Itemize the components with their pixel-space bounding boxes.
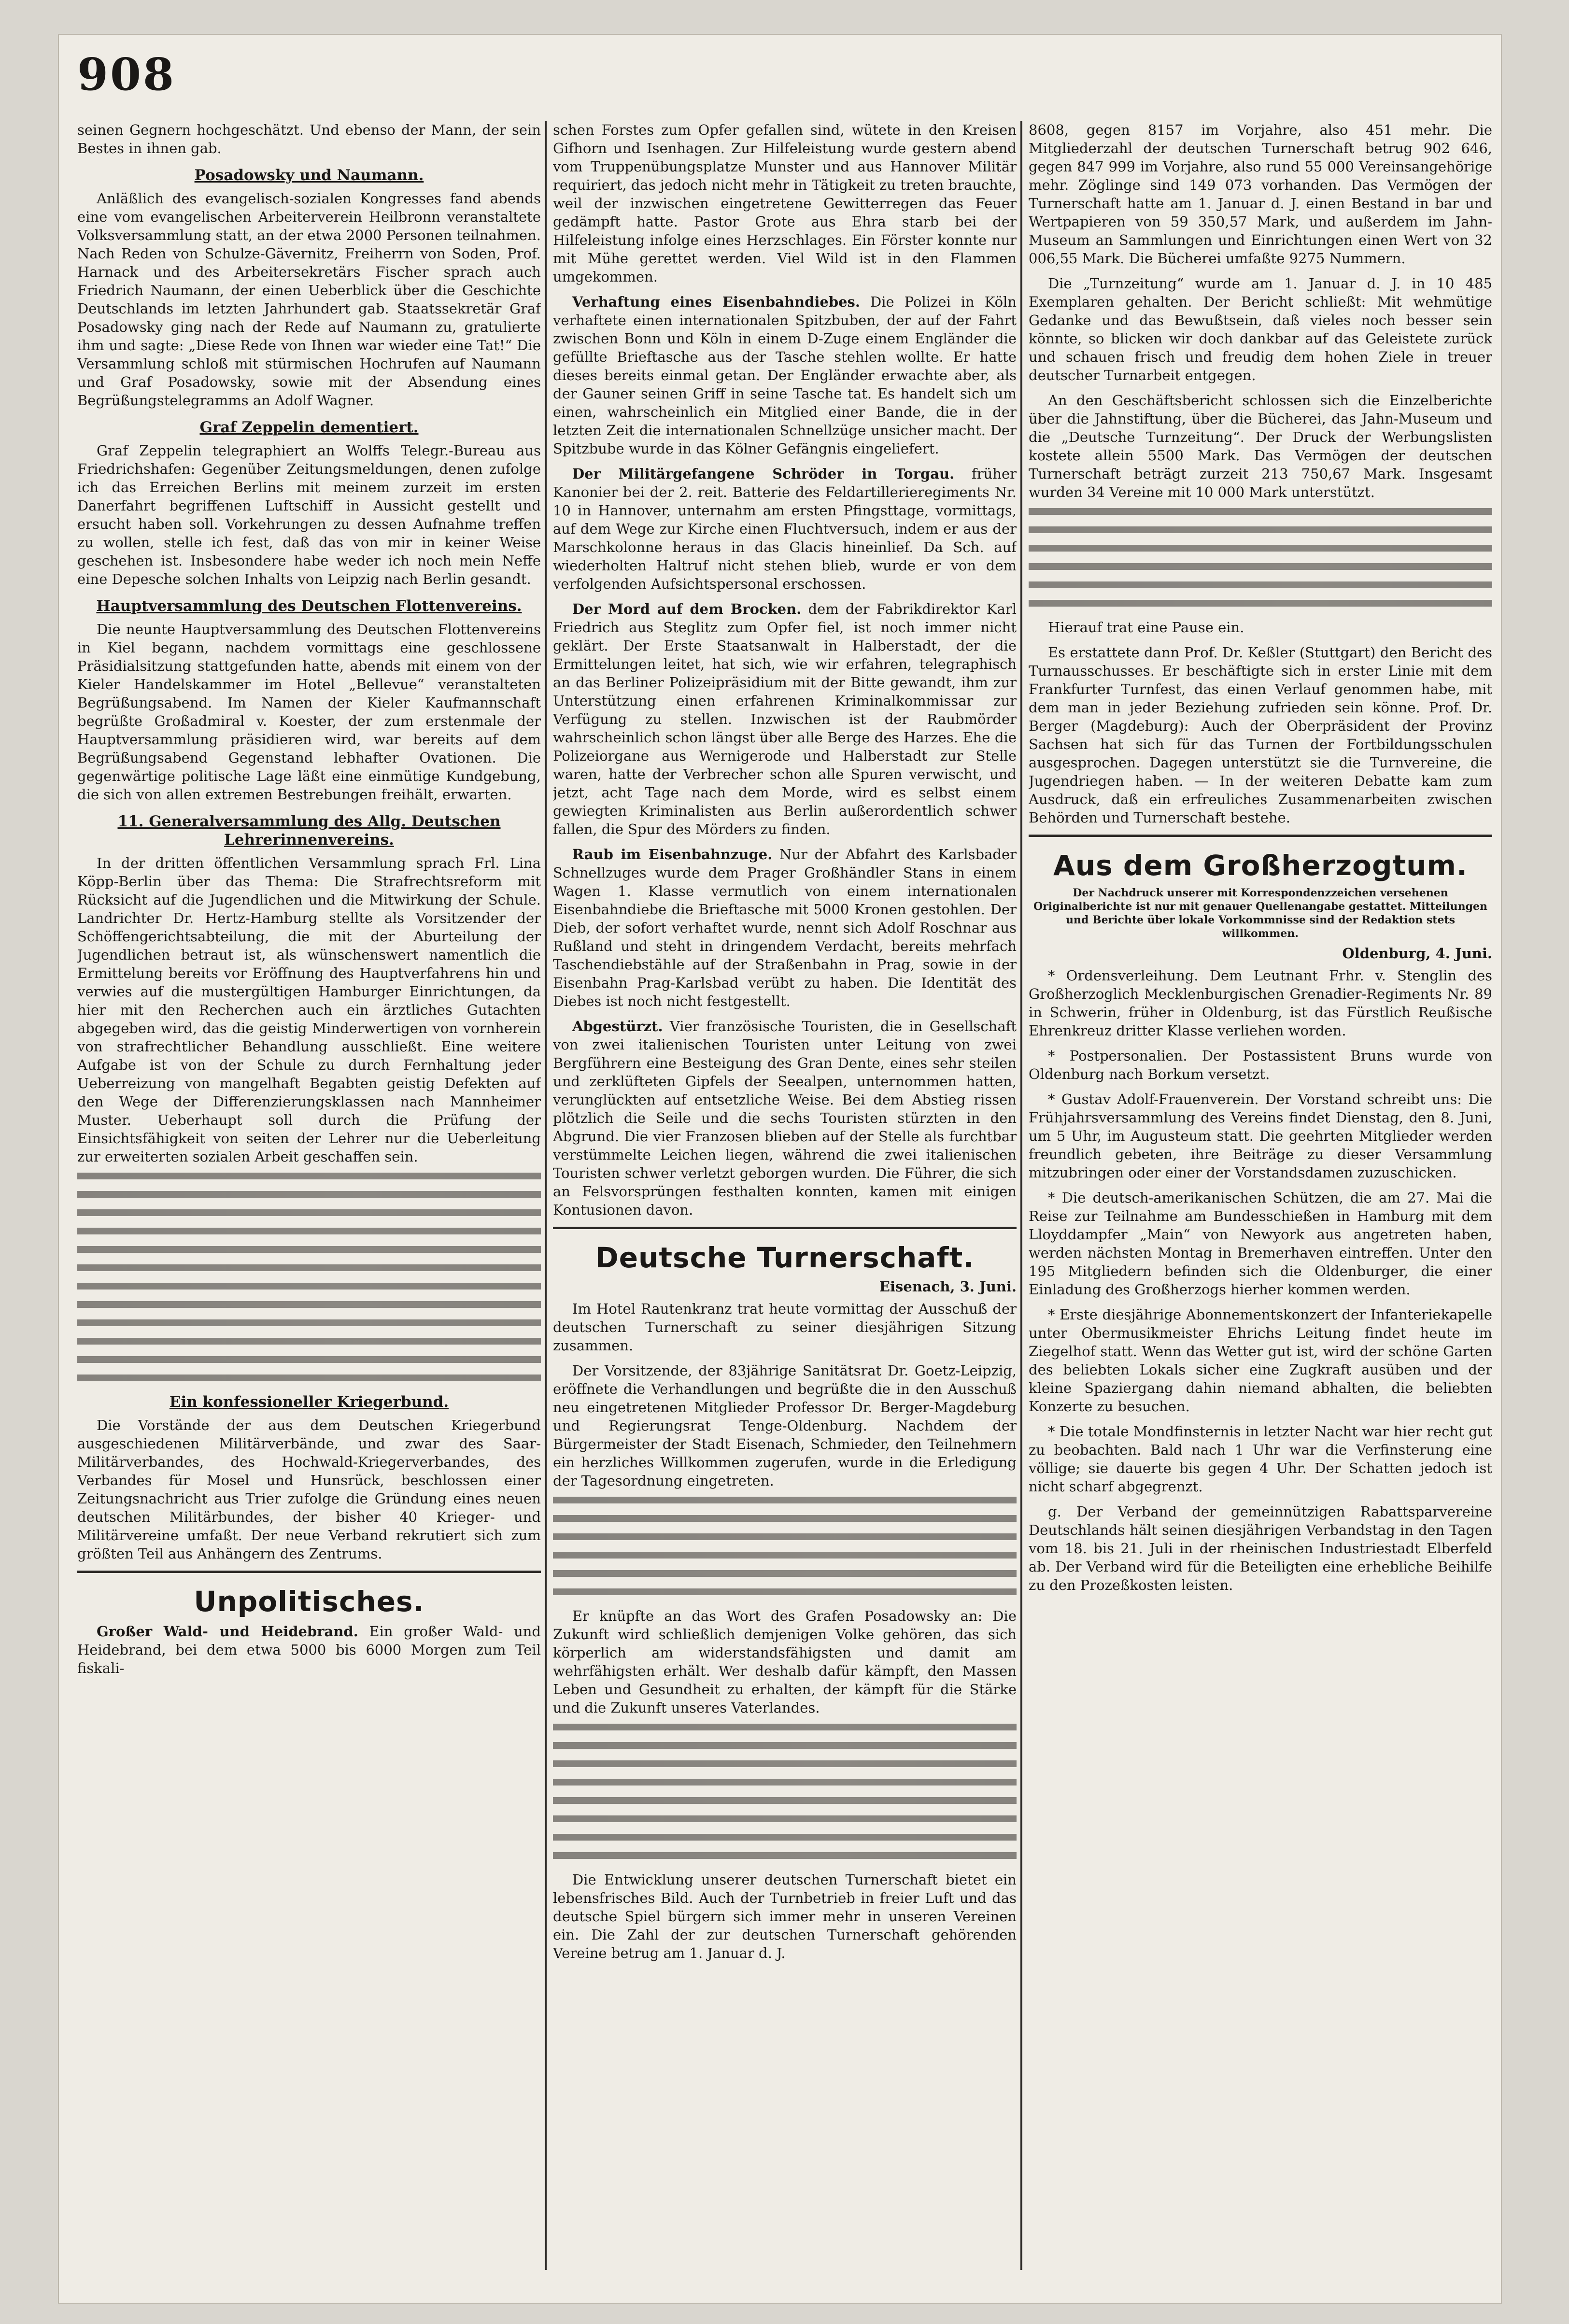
- news-item: * Ordensverleihung. Dem Leutnant Frhr. v. Stenglin des Großherzoglich Mecklenburgischen Grenadier-Regiments Nr. 89 in Schwerin, früher in Oldenburg, ist das Fürstlich Reußische Ehrenkreuz dritter Klasse verliehen worden.: [1029, 967, 1492, 1039]
- article-text: [553, 845, 1017, 1010]
- article-text: Der Vorsitzende, der 83jährige Sanitätsrat Dr. Goetz-Leipzig, eröffnete die Verhandlungen und begrüßte die in den Ausschuß neu eingetretenen Mitglieder Professor Dr. Berger-Magdeburg und Regierungsrat Tenge-Oldenburg. Nachdem der Bürgermeister der Stadt Eisenach, Schmieder, den Teilnehmern ein herzliches Willkommen zugerufen, wurde in die Erledigung der Tagesordnung eingetreten.: [553, 1362, 1017, 1489]
- article-text-inline: dem der Fabrikdirektor Karl Friedrich aus Steglitz zum Opfer fiel, ist noch immer nicht geklärt. Der Erste Staatsanwalt in Halberstadt, der die Ermittelungen leitet, hat sich, wie wir erfahren, telegraphisch an das Berliner Polizeipräsidium mit der Bitte gewandt, ihm zur Unterstützung einen erfahrenen Kriminalkommissar zur Verfügung zu stellen. Inzwischen ist der Raubmörder wahrscheinlich schon längst über alle Berge des Harzes. Ehe die Polizeiorgane aus Wernigerode und Halberstadt zur Stelle waren, hatte der Verbrecher schon alle Spuren verwischt, und jetzt, acht Tage nach dem Morde, wird es selbst einem gewiegten Kriminalisten aus Berlin außerordentlich schwer fallen, die Spur des Mörders zu finden.: [553, 601, 1017, 837]
- article-text: Es erstattete dann Prof. Dr. Keßler (Stuttgart) den Bericht des Turnausschusses. Er beschäftigte sich in erster Linie mit dem Frankfurter Turnfest, das einen Verlauf genommen habe, mit dem man in jeder Beziehung zufrieden sein könne. Prof. Dr. Berger (Magdeburg): Auch der Oberpräsident der Provinz Sachsen hat sich für das Turnen der Fortbildungsschulen ausgesprochen. Dagegen unterstützt sie die Turnvereine, die Jugendriegen haben. — In der weiteren Debatte kam zum Ausdruck, daß ein erfreuliches Zusammenarbeiten zwischen Behörden und Turnerschaft bestehe.: [1029, 644, 1492, 826]
- article-text: Hierauf trat eine Pause ein.: [1048, 619, 1244, 636]
- text-block: [553, 1724, 1017, 1859]
- news-item: g. Der Verband der gemeinnützigen Rabattsparvereine Deutschlands hält seinen diesjährigen Verbandstag in den Tagen vom 18. bis 21. Juli in der rheinischen Industriestadt Elberfeld ab. Der Verband wird für die Beteiligten eine erhebliche Beihilfe zu den Prozeßkosten leisten.: [1029, 1503, 1492, 1593]
- article-title-inline: Der Militärgefangene Schröder in Torgau.: [572, 466, 955, 482]
- article-title-inline: Großer Wald- und Heidebrand.: [97, 1623, 358, 1640]
- article-text-inline: Vier französische Touristen, die in Gesellschaft von zwei italienischen Touristen unter Leitung von zwei Bergführern eine Besteigung des Gran Dente, eines sehr steilen und zerklüfteten Gipfels der Seealpen, unternommen hatten, verunglückten auf entsetzliche Weise. Bei dem Abstieg rissen plötzlich die Seile und die sechs Touristen stürzten in den Abgrund. Die vier Franzosen blieben auf der Stelle als furchtbar verstümmelte Leichen liegen, während die zwei italienischen Touristen schwer verletzt geborgen wurden. Die Führer, die sich an Felsvorsprüngen festhalten konnten, kamen mit einigen Kontusionen davon.: [553, 1018, 1017, 1218]
- article-text: [553, 600, 1017, 838]
- article-text: Anläßlich des evangelisch-sozialen Kongresses fand abends eine vom evangelischen Arbeiterverein Heilbronn veranstaltete Volksversammlung statt, an der etwa 2000 Personen teilnahmen. Nach Reden von Schulze-Gävernitz, Freiherrn von Soden, Prof. Harnack und des Arbeitersekretärs Fischer sprach auch Friedrich Naumann, der einen Ueberblick über die Geschichte Deutschlands im letzten Jahrhundert gab. Staatssekretär Graf Posadowsky ging nach der Rede auf Naumann zu, gratulierte ihm und sagte: „Diese Rede von Ihnen war wieder eine Tat!“ Die Versammlung schloß mit stürmischen Hochrufen auf Naumann und Graf Posadowsky, sowie mit der Absendung eines Begrüßungstelegramms an Adolf Wagner.: [77, 190, 541, 409]
- article-text: Die Entwicklung unserer deutschen Turnerschaft bietet ein lebensfrisches Bild. Auch der Turnbetrieb in freier Luft und das deutsche Spiel bürgern sich immer mehr in unseren Vereinen ein. Die Zahl der zur deutschen Turnerschaft gehörenden Vereine betrug am 1. Januar d. J.: [553, 1871, 1017, 1961]
- text-block: [77, 1173, 541, 1381]
- section-heading: Aus dem Großherzogtum.: [1053, 849, 1468, 882]
- article-title-inline: Raub im Eisenbahnzuge.: [572, 846, 773, 863]
- article-text: [553, 465, 1017, 593]
- article-text: [553, 1017, 1017, 1219]
- section-heading: Unpolitisches.: [194, 1585, 424, 1618]
- text-block: [553, 1497, 1017, 1595]
- article-title-inline: Abgestürzt.: [572, 1018, 663, 1034]
- dateline: Eisenach, 3. Juni.: [879, 1278, 1017, 1295]
- section-rule: [77, 1571, 541, 1573]
- dateline: Oldenburg, 4. Juni.: [1342, 945, 1492, 962]
- news-item: * Erste diesjährige Abonnementskonzert der Infanteriekapelle unter Obermusikmeister Ehrichs Leitung findet heute im Ziegelhof statt. Wenn das Wetter gut ist, wird der schöne Garten des beliebten Lokals sicher eine Zugkraft ausüben und der kleine Spaziergang dahin niemand abhalten, die beliebten Konzerte zu besuchen.: [1029, 1306, 1492, 1415]
- article-title: Hauptversammlung des Deutschen Flottenvereins.: [96, 597, 522, 615]
- column-lead: schen Forstes zum Opfer gefallen sind, wütete in den Kreisen Gifhorn und Isenhagen. Zur Hilfeleistung wurde gestern abend vom Truppenübungsplatze Munster und aus Hannover Militär requiriert, das jedoch nicht mehr in Tätigkeit zu treten brauchte, weil der inzwischen eingetretene Gewitterregen das Feuer gedämpft hatte. Pastor Grote aus Ehra starb bei der Hilfeleistung infolge eines Herzschlages. Ein Förster konnte nur mit Mühe gerettet werden. Viel Wild ist in den Flammen umgekommen.: [553, 122, 1017, 285]
- column-rule: [545, 121, 547, 2270]
- section-rule: [553, 1227, 1017, 1229]
- article-title-inline: Verhaftung eines Eisenbahndiebes.: [572, 294, 860, 310]
- article-text: Er knüpfte an das Wort des Grafen Posadowsky an: Die Zukunft wird schließlich demjenigen Volke gehören, das sich körperlich am widerstandsfähigsten und damit am wehrfähigsten erhält. Wer deshalb dafür kämpft, den Massen Leben und Gesundheit zu erhalten, der kämpft für die Stärke und die Zukunft unseres Vaterlandes.: [553, 1608, 1017, 1716]
- article-title: Graf Zeppelin dementiert.: [199, 419, 419, 436]
- article-text: [553, 293, 1017, 458]
- column-3: [1029, 121, 1492, 2270]
- article-title-inline: Der Mord auf dem Brocken.: [572, 601, 802, 617]
- article-text-inline: Ein großer Wald- und Heidebrand, bei dem etwa 5000 bis 6000 Morgen zum Teil fiskali-: [77, 1623, 541, 1676]
- news-item: * Die totale Mondfinsternis in letzter Nacht war hier recht gut zu beobachten. Bald nach 1 Uhr war die Verfinsterung eine völlige; sie dauerte bis gegen 4 Uhr. Der Schatten jedoch ist nicht scharf abgegrenzt.: [1029, 1423, 1492, 1495]
- text-block: [1029, 508, 1492, 607]
- news-item: * Postpersonalien. Der Postassistent Bruns wurde von Oldenburg nach Borkum versetzt.: [1029, 1048, 1492, 1082]
- news-item: * Gustav Adolf-Frauenverein. Der Vorstand schreibt uns: Die Frühjahrsversammlung des Vereins findet Dienstag, den 8. Juni, um 5 Uhr, im Augusteum statt. Die geehrten Mitglieder werden freundlich gebeten, ihre Beiträge zu dieser Versammlung mitzubringen oder einer der Vorstandsdamen zuzuschicken.: [1029, 1091, 1492, 1181]
- article-text: Die neunte Hauptversammlung des Deutschen Flottenvereins in Kiel begann, nachdem vormittags eine geschlossene Präsidialsitzung stattgefunden hatte, abends mit einem von der Kieler Handelskammer im Hotel „Bellevue“ veranstalteten Begrüßungsabend. Im Namen der Kieler Kaufmannschaft begrüßte Großadmiral v. Koester, der zum erstenmale der Hauptversammlung präsidieren wird, war bereits auf dem Begrüßungsabend Gegenstand lebhafter Ovationen. Die gegenwärtige politische Lage läßt eine einmütige Kundgebung, die sich von allen extremen Bestrebungen freihält, erwarten.: [77, 621, 541, 803]
- page-number: 908: [77, 48, 176, 100]
- article-text: [77, 1622, 541, 1677]
- reprint-note: Der Nachdruck unserer mit Korrespondenzzeichen versehenen Originalberichte ist nur mit genauer Quellenangabe gestattet. Mitteilungen und Berichte über lokale Vorkommnisse sind der Redaktion stets willkommen.: [1033, 887, 1488, 940]
- article-text: Die Vorstände der aus dem Deutschen Kriegerbund ausgeschiedenen Militärverbände, und zwar des Saar-Militärverbandes, des Hochwald-Kriegerverbandes, des Verbandes für Mosel und Hunsrück, beschlossen einer Zeitungsnachricht aus Trier zufolge die Gründung eines neuen deutschen Militärbundes, der bisher 40 Krieger- und Militärvereine umfaßt. Der neue Verband rekrutiert sich zum größten Teil aus Anhängern des Zentrums.: [77, 1417, 541, 1562]
- article-title: 11. Generalversammlung des Allg. Deutschen Lehrerinnenvereins.: [117, 813, 501, 849]
- article-title: Ein konfessioneller Kriegerbund.: [169, 1393, 449, 1411]
- column-lead: seinen Gegnern hochgeschätzt. Und ebenso der Mann, der sein Bestes in ihnen gab.: [77, 122, 541, 156]
- article-text-inline: Die Polizei in Köln verhaftete einen internationalen Spitzbuben, der auf der Fahrt zwischen Bonn und Köln in einem D-Zuge einem Engländer die gefüllte Brieftasche aus der Tasche stehlen wollte. Er hatte dieses bereits einmal getan. Der Engländer erwachte aber, als der Gauner seinen Griff in seine Tasche tat. Es handelt sich um einen, wahrscheinlich ein Mitglied einer Bande, die in der letzten Zeit die internationalen Schnellzüge unsicher macht. Der Spitzbube wurde in das Kölner Gefängnis eingeliefert.: [553, 294, 1017, 457]
- page-header: [77, 43, 1473, 111]
- news-item: * Die deutsch-amerikanischen Schützen, die am 27. Mai die Reise zur Teilnahme am Bundesschießen in Hamburg mit dem Lloyddampfer „Main“ von Newyork aus angetreten haben, werden nächsten Montag in Bremerhaven eintreffen. Unter den 195 Mitgliedern befinden sich die Oldenburger, die einer Einladung des Großherzogs hierher kommen werden.: [1029, 1190, 1492, 1298]
- newspaper-page: [58, 34, 1502, 2304]
- column-rule: [1020, 121, 1022, 2270]
- section-rule: [1029, 835, 1492, 837]
- article-text: Im Hotel Rautenkranz trat heute vormittag der Ausschuß der deutschen Turnerschaft zu seiner diesjährigen Sitzung zusammen.: [553, 1301, 1017, 1354]
- article-text: An den Geschäftsbericht schlossen sich die Einzelberichte über die Jahnstiftung, über die Bücherei, das Jahn-Museum und die „Deutsche Turnzeitung“. Der Druck der Werbungslisten kostete allein 5500 Mark. Das Vermögen der deutschen Turnerschaft beträgt zurzeit 213 750,67 Mark. Insgesamt wurden 34 Vereine mit 10 000 Mark unterstützt.: [1029, 392, 1492, 500]
- article-text-inline: Nur der Abfahrt des Karlsbader Schnellzuges wurde dem Prager Großhändler Stans in einem Wagen 1. Klasse vermutlich von einem internationalen Eisenbahndiebe die Brieftasche mit 5000 Kronen gestohlen. Der Dieb, der sofort verhaftet wurde, nennt sich Adolf Roschnar aus Rußland und steht in dringendem Verdacht, bereits mehrfach Taschendiebstähle auf der Straßenbahn in Prag, sowie in der Eisenbahn Prag-Karlsbad verübt zu haben. Die Identität des Diebes ist noch nicht festgestellt.: [553, 846, 1017, 1009]
- column-1: [77, 121, 541, 2270]
- section-heading: Deutsche Turnerschaft.: [595, 1241, 975, 1274]
- article-text: Graf Zeppelin telegraphiert an Wolffs Telegr.-Bureau aus Friedrichshafen: Gegenüber Zeitungsmeldungen, denen zufolge ich das Erreichen Berlins mit meinem zurzeit im ersten Danerfahrt begriffenen Luftschiff in Aussicht gestellt und ersucht haben soll. Vorkehrungen zu dessen Aufnahme treffen zu wollen, stelle ich fest, daß das von mir in keiner Weise geschehen ist. Insbesondere habe weder ich noch mein Neffe eine Depesche solchen Inhalts von Leipzig nach Berlin gesandt.: [77, 442, 541, 587]
- article-title: Posadowsky und Naumann.: [194, 167, 424, 184]
- article-text: Die „Turnzeitung“ wurde am 1. Januar d. J. in 10 485 Exemplaren gehalten. Der Bericht schließt: Mit wehmütige Gedanke und das Bewußtsein, daß vieles noch besser sein könnte, so blicken wir doch dankbar auf das Geleistete zurück und schauen frisch und freudig dem hohen Ziele in treuer deutscher Turnarbeit entgegen.: [1029, 275, 1492, 383]
- article-text-inline: früher Kanonier bei der 2. reit. Batterie des Feldartillerieregiments Nr. 10 in Hannover, unternahm am ersten Pfingsttage, vormittags, auf dem Wege zur Kirche einen Fluchtversuch, indem er aus der Marschkolonne heraus in das Glacis hineinlief. Da Sch. auf wiederholten Haltruf nicht stehen blieb, wurde er von dem verfolgenden Aufsichtspersonal erschossen.: [553, 466, 1017, 592]
- column-lead: 8608, gegen 8157 im Vorjahre, also 451 mehr. Die Mitgliederzahl der deutschen Turnerschaft betrug 902 646, gegen 847 999 im Vorjahre, also rund 55 000 Vereinsangehörige mehr. Zöglinge sind 149 073 vorhanden. Das Vermögen der Turnerschaft hatte am 1. Januar d. J. einen Bestand in bar und Wertpapieren von 59 350,57 Mark, und außerdem im Jahn-Museum an Sammlungen und Einrichtungen einen Wert von 32 006,55 Mark. Die Bücherei umfaßte 9275 Nummern.: [1029, 122, 1492, 267]
- article-text: In der dritten öffentlichen Versammlung sprach Frl. Lina Köpp-Berlin über das Thema: Die Strafrechtsreform mit Rücksicht auf die Jugendlichen und die Mitwirkung der Schule. Landrichter Dr. Hertz-Hamburg stellte als Vorsitzender der Schöffengerichtsabteilung, die mit der Aburteilung der Jugendlichen betraut ist, als wünschenswert namentlich die Ermittelung bereits vor Eröffnung des Hauptverfahrens hin und verwies auf die mustergültigen Hamburger Einrichtungen, da hier mit den Recherchen auch ein ärztliches Gutachten abgegeben wird, das die geistig Minderwertigen von vornherein von strafrechtlicher Behandlung ausschließt. Eine weitere Aufgabe ist von der Schule zu durch Fernhaltung jeder Ueberreizung von mangelhaft Begabten geistig Defekten auf den Wege der Differenzierungsklassen nach Mannheimer Muster. Ueberhaupt soll durch die Prüfung der Einsichtsfähigkeit von seiten der Lehrer nur die Ueberleitung zur erweiterten sozialen Arbeit geschaffen sein.: [77, 855, 541, 1165]
- column-2: [553, 121, 1017, 2270]
